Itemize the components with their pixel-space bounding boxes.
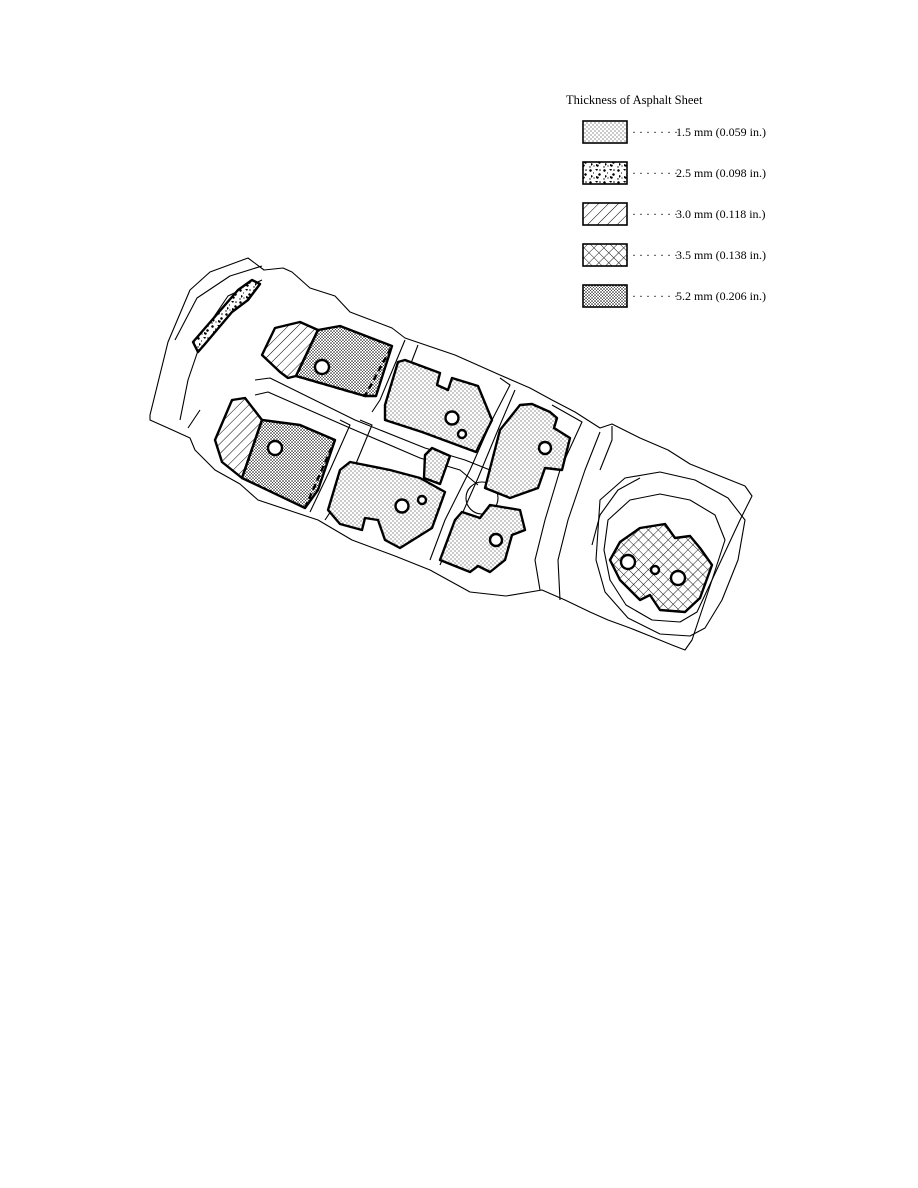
front-crossmember-2 <box>180 280 262 420</box>
panel-tunnel-fine <box>424 448 450 484</box>
panel-spare-well-hole-2 <box>651 566 659 574</box>
legend-dots-4: · · · · · · · <box>632 248 678 262</box>
panel-rear-left-hole-2 <box>458 430 466 438</box>
panel-rear-seat-left-hole <box>539 442 551 454</box>
legend-swatch-5 <box>583 285 627 307</box>
rear-step-3 <box>600 426 612 470</box>
panel-spare-well-hole-3 <box>671 571 685 585</box>
legend-label-1: 1.5 mm (0.059 in.) <box>676 125 766 139</box>
legend-title: Thickness of Asphalt Sheet <box>566 93 703 107</box>
legend-item-3 <box>583 203 766 225</box>
panel-rear-right-hole-1 <box>396 500 409 513</box>
front-crossmember-3 <box>188 410 200 428</box>
legend-item-4 <box>583 244 766 266</box>
legend-dots-2: · · · · · · · <box>632 166 678 180</box>
legend-dots-3: · · · · · · · <box>632 207 678 221</box>
panel-rear-seat-left <box>485 404 570 498</box>
legend-swatch-4 <box>583 244 627 266</box>
asphalt-panels <box>193 280 712 612</box>
panel-rear-right-hole-2 <box>418 496 426 504</box>
legend-swatch-3 <box>583 203 627 225</box>
legend-swatch-1 <box>583 121 627 143</box>
panel-rear-seat-right <box>440 505 525 572</box>
panel-front-right-hole <box>268 441 282 455</box>
legend-label-4: 3.5 mm (0.138 in.) <box>676 248 766 262</box>
legend <box>566 93 766 307</box>
legend-swatch-2 <box>583 162 627 184</box>
legend-item-5 <box>583 285 766 307</box>
panel-spare-well-hole-1 <box>621 555 635 569</box>
legend-item-2 <box>583 162 766 184</box>
legend-dots-5: · · · · · · · <box>632 289 678 303</box>
legend-label-5: 5.2 mm (0.206 in.) <box>676 289 766 303</box>
legend-dots-1: · · · · · · · <box>632 125 678 139</box>
panel-rear-left-hole-1 <box>446 412 459 425</box>
legend-label-2: 2.5 mm (0.098 in.) <box>676 166 766 180</box>
panel-dash-speckle <box>193 280 260 352</box>
panel-front-left-hole <box>315 360 329 374</box>
legend-label-3: 3.0 mm (0.118 in.) <box>676 207 766 221</box>
legend-item-1 <box>583 121 766 143</box>
panel-rear-seat-right-hole <box>490 534 502 546</box>
